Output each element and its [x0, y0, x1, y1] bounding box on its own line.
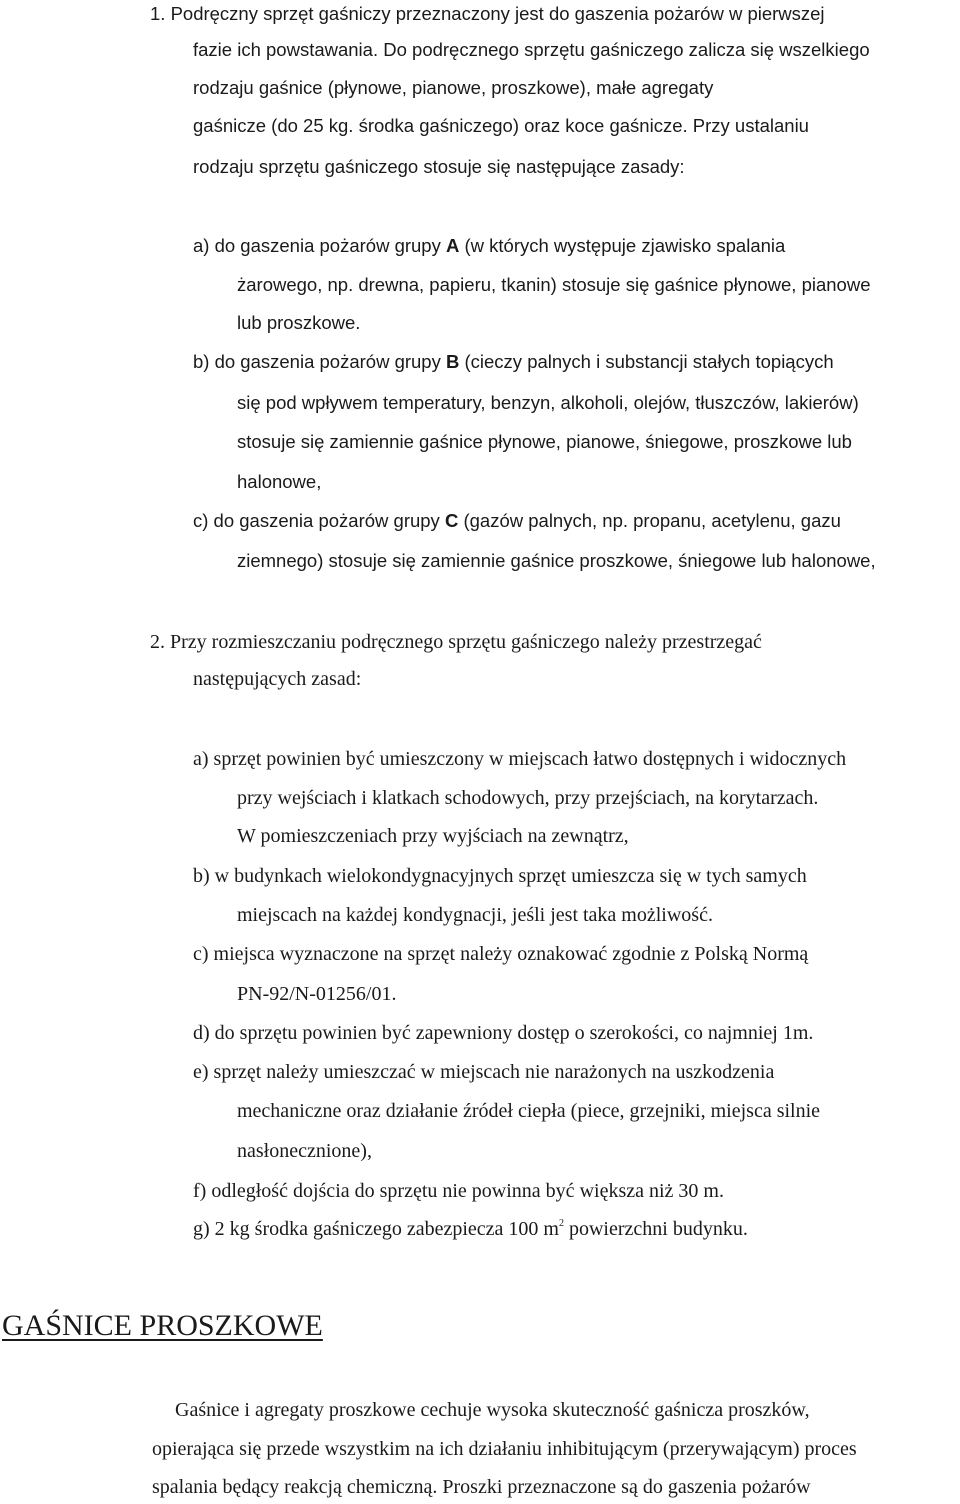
list-item-c: c) miejsca wyznaczone na sprzęt należy oznakować zgodnie z Polską Normą: [193, 943, 809, 965]
list-item-a-cont: lub proszkowe.: [237, 312, 361, 333]
superscript: 2: [558, 1218, 564, 1229]
list-item-b-cont: się pod wpływem temperatury, benzyn, alkoholi, olejów, tłuszczów, lakierów): [237, 392, 859, 413]
paragraph-line: gaśnicze (do 25 kg. środka gaśniczego) oraz koce gaśnicze. Przy ustalaniu: [193, 115, 809, 136]
list-item-c: c) do gaszenia pożarów grupy C (gazów palnych, np. propanu, acetylenu, gazu: [193, 510, 841, 531]
list-item-c-cont: PN-92/N-01256/01.: [237, 983, 397, 1005]
list-item-a-cont: W pomieszczeniach przy wyjściach na zewnątrz,: [237, 825, 629, 847]
list-item-a: a) sprzęt powinien być umieszczony w miejscach łatwo dostępnych i widocznych: [193, 748, 847, 770]
list-item-b-cont: halonowe,: [237, 471, 322, 492]
list-item-b: b) w budynkach wielokondygnacyjnych sprzęt umieszcza się w tych samych: [193, 865, 807, 887]
list-item-e-cont: mechaniczne oraz działanie źródeł ciepła (piece, grzejniki, miejsca silnie: [237, 1100, 821, 1122]
list-item-a-cont: żarowego, np. drewna, papieru, tkanin) stosuje się gaśnice płynowe, pianowe: [237, 274, 871, 295]
list-item-b-cont: miejscach na każdej kondygnacji, jeśli jest taka możliwość.: [237, 904, 713, 926]
list-item-b: b) do gaszenia pożarów grupy B (cieczy palnych i substancji stałych topiących: [193, 351, 834, 372]
list-item-f: f) odległość dojścia do sprzętu nie powinna być większa niż 30 m.: [193, 1180, 724, 1202]
list-item-a-cont: przy wejściach i klatkach schodowych, przy przejściach, na korytarzach.: [237, 787, 819, 809]
list-item-b-cont: stosuje się zamiennie gaśnice płynowe, pianowe, śniegowe, proszkowe lub: [237, 431, 852, 452]
paragraph-line: rodzaju sprzętu gaśniczego stosuje się następujące zasady:: [193, 156, 685, 177]
list-item-d: d) do sprzętu powinien być zapewniony dostęp o szerokości, co najmniej 1m.: [193, 1022, 814, 1044]
list-item-a: a) do gaszenia pożarów grupy A (w których występuje zjawisko spalania: [193, 235, 786, 256]
list-item-e: e) sprzęt należy umieszczać w miejscach nie narażonych na uszkodzenia: [193, 1061, 775, 1083]
list-item-e-cont: nasłonecznione),: [237, 1140, 372, 1162]
list-item-g: g) 2 kg środka gaśniczego zabezpiecza 100 $m^2$ powierzchni budynku.: [193, 1218, 748, 1240]
paragraph-line: rodzaju gaśnice (płynowe, pianowe, proszkowe), małe agregaty: [193, 77, 714, 98]
paragraph-line: 1. Podręczny sprzęt gaśniczy przeznaczony jest do gaszenia pożarów w pierwszej: [150, 3, 825, 24]
paragraph-line: Gaśnice i agregaty proszkowe cechuje wysoka skuteczność gaśnicza proszków,: [175, 1399, 810, 1421]
paragraph-line: spalania będący reakcją chemiczną. Proszki przeznaczone są do gaszenia pożarów: [152, 1476, 811, 1498]
paragraph-line: opierająca się przede wszystkim na ich działaniu inhibitującym (przerywającym) proces: [152, 1438, 857, 1460]
section-heading: GAŚNICE PROSZKOWE: [2, 1309, 323, 1342]
paragraph-line: 2. Przy rozmieszczaniu podręcznego sprzętu gaśniczego należy przestrzegać: [150, 631, 762, 653]
list-item-c-cont: ziemnego) stosuje się zamiennie gaśnice proszkowe, śniegowe lub halonowe,: [237, 550, 876, 571]
paragraph-line: następujących zasad:: [193, 668, 362, 690]
paragraph-line: fazie ich powstawania. Do podręcznego sprzętu gaśniczego zalicza się wszelkiego: [193, 39, 870, 60]
